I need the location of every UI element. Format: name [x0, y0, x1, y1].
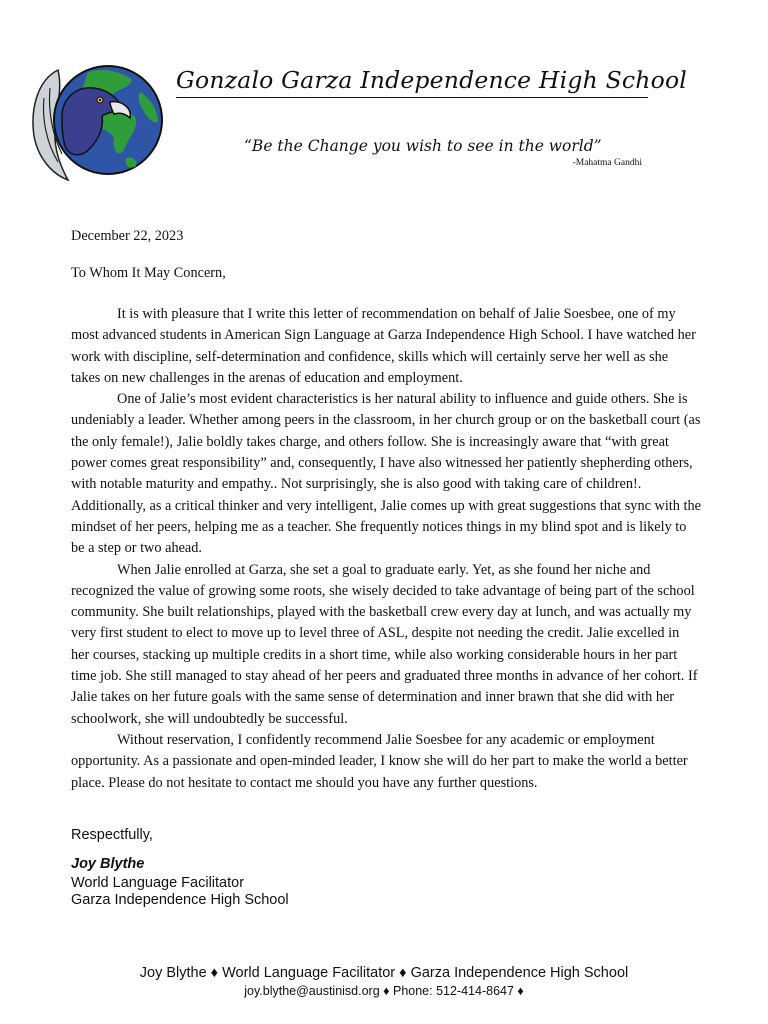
salutation: To Whom It May Concern,	[71, 265, 226, 281]
signer-title: World Language Facilitator	[71, 875, 245, 891]
school-name: Gonzalo Garza Independence High School	[176, 66, 648, 98]
body-paragraph: When Jalie enrolled at Garza, she set a goal to graduate early. Yet, as she found her niche and recognized the value of growing some roots, she wisely decided to take advantage of being part of the school community. She built relationships, played with the basketball crew every day at lunch, and was actually my very first student to elect to move up to level three of ASL, despite not needing the credit. Jalie excelled in her courses, stacking up multiple credits in a short time, while also working considerable hours in her part time job. She still managed to stay ahead of her peers and graduated three months in advance of her cohort. If Jalie takes on her future goals with the same sense of determination and inner brawn that she did with her schoolwork, she will undoubtedly be successful.	[71, 561, 698, 727]
footer-email-phone: joy.blythe@austinisd.org ♦ Phone: 512-414-8647 ♦	[244, 984, 524, 998]
footer-contact-line: Joy Blythe ♦ World Language Facilitator ♦ Garza Independence High School	[139, 965, 629, 981]
body-paragraph: Without reservation, I confidently recommend Jalie Soesbee for any academic or employment opportunity. As a passionate and open-minded leader, I know she will do her part to make the world a better place. Please do not hesitate to contact me should you have any further questions.	[71, 731, 688, 791]
school-motto: “Be the Change you wish to see in the world”	[244, 137, 602, 155]
signer-name: Joy Blythe	[71, 856, 145, 872]
globe-eagle-logo-icon	[28, 58, 166, 182]
letter-date: December 22, 2023	[71, 228, 184, 244]
body-paragraph: It is with pleasure that I write this letter of recommendation on behalf of Jalie Soesbee, one of my most advanced students in American Sign Language at Garza Independence High School. I have watched her work with discipline, self-determination and confidence, skills which will certainly serve her well as she takes on new challenges in the arenas of education and employment.	[71, 306, 696, 386]
letter-body	[71, 304, 701, 794]
signer-school: Garza Independence High School	[71, 892, 289, 908]
closing: Respectfully,	[71, 827, 153, 843]
body-paragraph: One of Jalie’s most evident characteristics is her natural ability to influence and guide others. She is undeniably a leader. Whether among peers in the classroom, in her church group or on the basketball court (as the only female!), Jalie boldly takes charge, and others follow. She is increasingly aware that “with great power comes great responsibility” and, consequently, I have also witnessed her patiently shepherding others, with notable maturity and empathy.. Not surprisingly, she is also good with taking care of children!. Additionally, as a critical thinker and very intelligent, Jalie comes up with great suggestions that sync with the mindset of her peers, helping me as a teacher. She frequently notices things in my blind spot and is likely to be a step or two ahead.	[71, 391, 701, 557]
motto-attribution: -Mahatma Gandhi	[572, 158, 642, 168]
